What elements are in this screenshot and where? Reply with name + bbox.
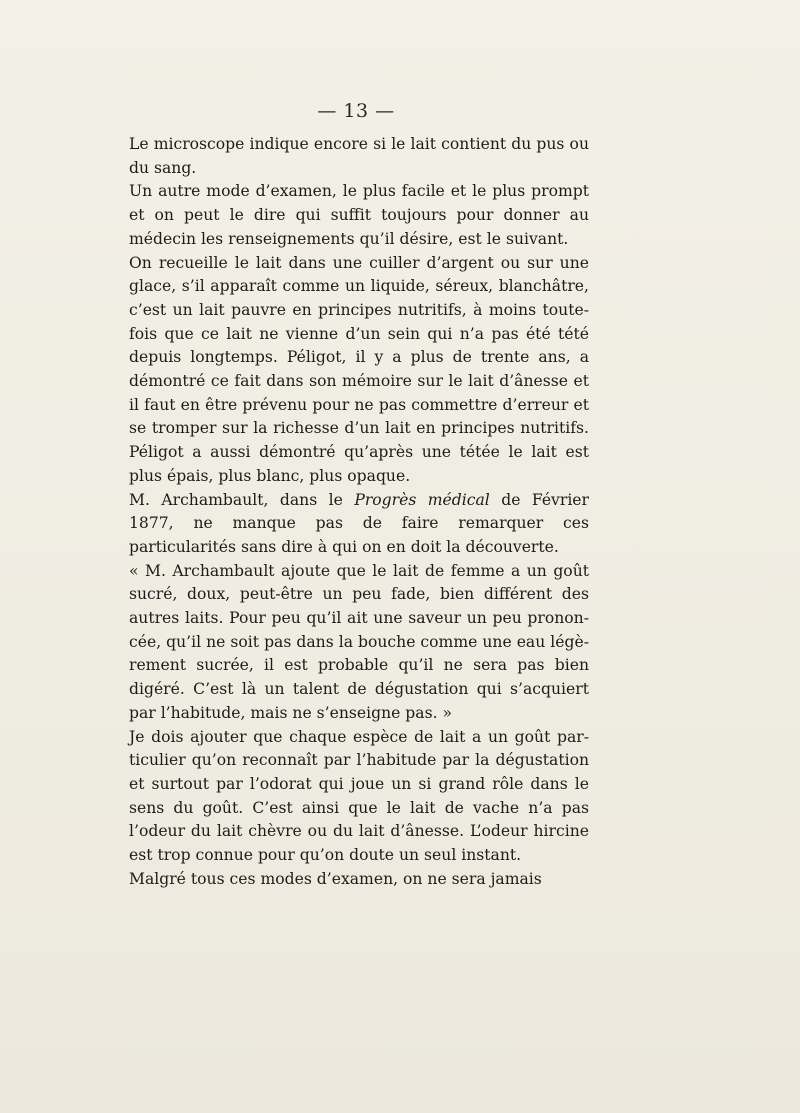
paragraph: « M. Archambault ajoute que le lait de femme a un goût sucré, doux, peut-être un peu fade, bien différent des autres laits. Pour peu qu’il ait une saveur un peu prononcée, qu’il ne soit pas dans la bouche comme une eau légèrement sucrée, il est probable qu’il ne sera pas bien digéré. C’est là un talent de dégustation qui s’acquiert par l’habitude, mais ne s’enseigne pas. »: [129, 561, 589, 722]
paragraph: On recueille le lait dans une cuiller d’argent ou sur une glace, s’il apparaît comme un liquide, séreux, blanchâtre, c’est un lait pauvre en principes nutritifs, à moins toutefois que ce lait ne vienne d’un sein qui n’a pas été tété depuis longtemps. Péligot, il y a plus de trente ans, a démontré ce fait dans son mémoire sur le lait d’ânesse et il faut en être prévenu pour ne pas commettre d’erreur et se tromper sur la richesse d’un lait en principes nutritifs. Péligot a aussi démontré qu’après une tétée le lait est plus épais, plus blanc, plus opaque.: [129, 253, 589, 485]
paragraph: [129, 489, 589, 560]
paragraph: Je dois ajouter que chaque espèce de lait a un goût particulier qu’on reconnaît par l’habitude par la dégustation et surtout par l’odorat qui joue un si grand rôle dans le sens du goût. C’est ainsi que le lait de vache n’a pas l’odeur du lait chèvre ou du lait d’ânesse. L’odeur hircine est trop connue pour qu’on doute un seul instant.: [129, 727, 589, 865]
body-text: [129, 133, 589, 892]
paragraph: Un autre mode d’examen, le plus facile et le plus prompt et on peut le dire qui suffit toujours pour donner au médecin les renseignements qu’il désire, est le suivant.: [129, 182, 589, 248]
paragraph: Malgré tous ces modes d’examen, on ne sera jamais: [129, 869, 542, 888]
paragraph-text: M. Archambault, dans le: [129, 490, 355, 509]
page-number: — 13 —: [317, 100, 395, 122]
journal-title: Progrès médical: [354, 490, 490, 509]
paragraph: Le microscope indique encore si le lait contient du pus ou du sang.: [129, 135, 589, 177]
paragraph-text: de Février 1877, ne manque pas de faire remarquer ces particularités sans dire à qui on en doit la découverte.: [129, 490, 589, 556]
